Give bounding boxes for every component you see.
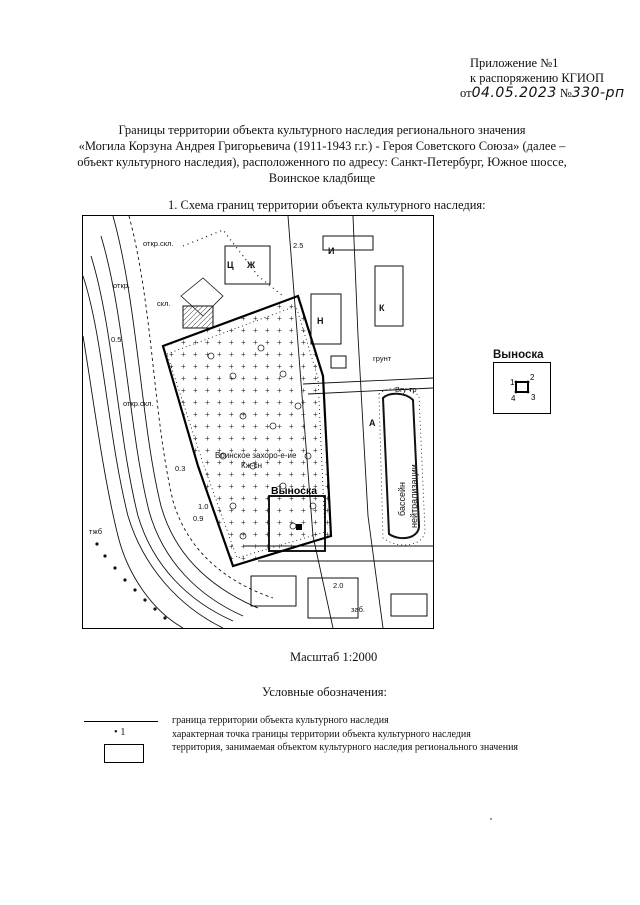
number-prefix: №: [559, 86, 572, 100]
callout-label: Выноска: [493, 349, 544, 361]
railway-dots: [95, 542, 166, 619]
title-line3: объект культурного наследия), расположенного по адресу: Санкт-Петербург, Южное шоссе,: [77, 155, 567, 169]
legend-symbol-boundary: [84, 721, 158, 722]
legend-text-point: характерная точка границы территории объекта культурного наследия: [172, 729, 471, 740]
callout-point-4: 4: [511, 394, 516, 403]
title-line2: «Могила Корзуна Андрея Григорьевича (1911-1943 г.г.) - Героя Советского Союза» (далее –: [78, 139, 566, 153]
label-tzhb: тжб: [89, 527, 103, 536]
label-gravel: грунт: [373, 354, 392, 363]
boundary-map: [82, 215, 434, 629]
label-zab: заб.: [351, 605, 365, 614]
callout-point-2: 2: [530, 373, 535, 382]
page-speck: [490, 818, 492, 820]
label-skl: скл.: [157, 299, 171, 308]
label-a: А: [369, 418, 376, 428]
document-title: [58, 122, 586, 186]
legend-text-territory: территория, занимаемая объектом культурного наследия регионального значения: [172, 742, 519, 753]
label-n: Н: [317, 316, 324, 326]
callout-point-3: 3: [531, 393, 536, 402]
label-num-05: 0.5: [111, 335, 122, 344]
appendix-header: [460, 56, 625, 101]
label-otkr-skl-2: откр.: [113, 281, 130, 290]
label-otkr-skl-3: откр.скл.: [123, 399, 154, 408]
label-k: К: [379, 303, 385, 313]
handwritten-number: 330-рп: [571, 85, 625, 101]
section-heading: 1. Схема границ территории объекта культурного наследия:: [168, 198, 486, 212]
label-vynoska: Выноска: [271, 485, 318, 497]
label-road: Вгу-тр: [395, 385, 417, 394]
label-zh: Ж: [247, 260, 256, 270]
legend-symbol-territory: [104, 744, 144, 763]
date-prefix: от: [460, 86, 472, 100]
callout-point-1: 1: [510, 378, 515, 387]
label-pool-1: бассейн: [397, 482, 407, 516]
label-pool-2: нейтрализации: [409, 464, 419, 528]
label-otkr-skl-1: откр.скл.: [143, 239, 174, 248]
handwritten-date: 04.05.2023: [471, 85, 557, 101]
appendix-date-line: [460, 86, 625, 101]
appendix-line2: к распоряжению КГИОП: [470, 71, 604, 85]
label-cemetery-1: Воинское захоро-е-ие: [215, 451, 297, 460]
label-num-20: 2.0: [333, 581, 344, 590]
callout-box: [493, 362, 551, 414]
label-i: И: [328, 246, 335, 256]
label-num-03: 0.3: [175, 464, 186, 473]
map-svg: [83, 216, 433, 628]
legend-title: Условные обозначения:: [262, 685, 388, 699]
appendix-line1: Приложение №1: [470, 56, 559, 70]
label-num-09: 0.9: [193, 514, 204, 523]
label-num-10: 1.0: [198, 502, 209, 511]
title-line4: Воинское кладбище: [268, 171, 376, 185]
map-scale: Масштаб 1:2000: [290, 650, 378, 664]
label-cemetery-2: Кж-сн: [241, 461, 263, 470]
label-c: Ц: [227, 260, 234, 270]
label-num-25: 2.5: [293, 241, 304, 250]
legend-text-boundary: граница территории объекта культурного наследия: [172, 715, 389, 726]
title-line1: Границы территории объекта культурного наследия регионального значения: [118, 123, 526, 137]
legend-symbol-point: • 1: [114, 727, 126, 738]
